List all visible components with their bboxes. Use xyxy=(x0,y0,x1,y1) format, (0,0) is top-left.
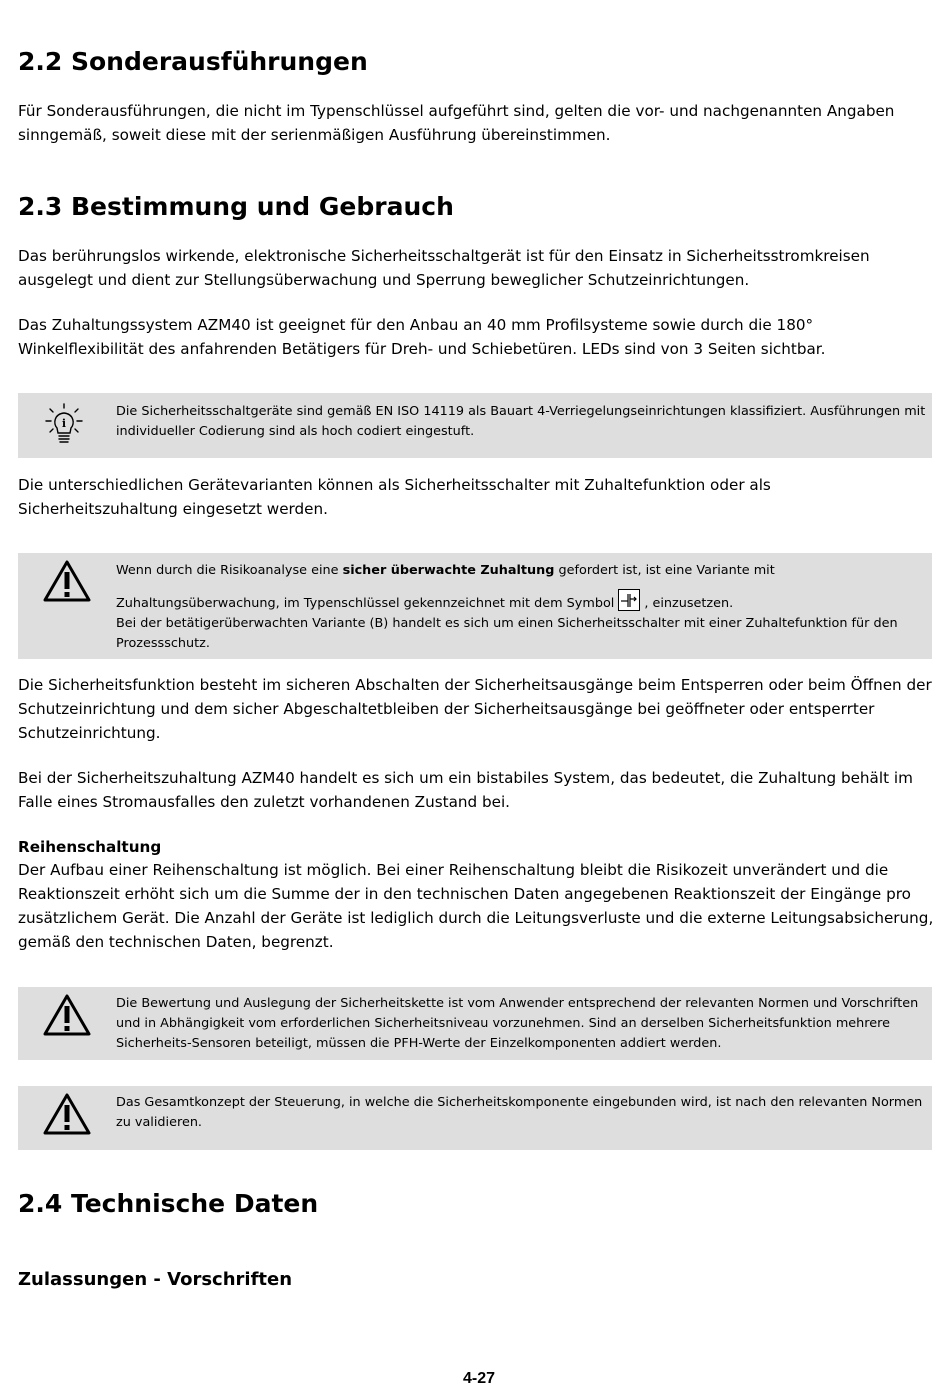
reihenschaltung-heading: Reihenschaltung xyxy=(18,838,162,856)
paragraph-bistabil: Bei der Sicherheitszuhaltung AZM40 handelt es sich um ein bistabiles System, das bedeutet, die Zuhaltung behält im Falle eines Stromausfalles den zuletzt vorhandenen Zustand bei. xyxy=(18,769,913,811)
paragraph-sonderausfuehrungen: Für Sonderausführungen, die nicht im Typenschlüssel aufgeführt sind, gelten die vor- und nachgenannten Angaben sinngemäß, soweit diese mit der serienmäßigen Ausführung übereinstimmen. xyxy=(18,102,895,144)
warning-box-bewertung xyxy=(18,987,932,1060)
warning-text-part: gefordert ist, ist eine Variante mit xyxy=(554,563,775,578)
page-number: 4-27 xyxy=(462,1370,496,1387)
heading-2-2: 2.2 Sonderausführungen xyxy=(18,47,368,76)
warning-text-part: , einzusetzen. xyxy=(644,596,734,611)
paragraph-reihenschaltung: Der Aufbau einer Reihenschaltung ist möglich. Bei einer Reihenschaltung bleibt die Risikozeit unverändert und die Reaktionszeit erhöht sich um die Summe der in den technischen Daten angegebenen Reaktionszeit der Eingänge pro zusätzlichem Gerät. Die Anzahl der Geräte ist lediglich durch die Leitungsverluste und die externe Leitungsabsicherung, gemäß den technischen Daten, begrenzt. xyxy=(18,861,934,951)
warning-text-part: Zuhaltungsüberwachung, im Typenschlüssel gekennzeichnet mit dem Symbol xyxy=(116,596,615,611)
warning-box-zuhaltung-text xyxy=(116,561,928,654)
zuhaltung-symbol-icon xyxy=(618,589,640,611)
info-box-text: Die Sicherheitsschaltgeräte sind gemäß EN ISO 14119 als Bauart 4-Verriegelungseinrichtungen klassifiziert. Ausführungen mit individueller Codierung sind als hoch codiert eingestuft. xyxy=(116,404,926,439)
warning-line-1 xyxy=(116,561,928,581)
subheading-zulassungen: Zulassungen - Vorschriften xyxy=(18,1269,293,1290)
warning-icon xyxy=(42,1092,92,1140)
warning-text-part: Wenn durch die Risikoanalyse eine xyxy=(116,563,343,578)
warning-line-3: Bei der betätigerüberwachten Variante (B) handelt es sich um einen Sicherheitsschalter mit einer Zuhaltefunktion für den Prozessschutz. xyxy=(116,616,898,651)
warning-icon xyxy=(42,993,92,1041)
lightbulb-info-icon xyxy=(44,403,84,449)
paragraph-bestimmung-1: Das berührungslos wirkende, elektronische Sicherheitsschaltgerät ist für den Einsatz in Sicherheitsstromkreisen ausgelegt und dient zur Stellungsüberwachung und Sperrung beweglicher Schutzeinrichtungen. xyxy=(18,247,870,289)
warning-box-gesamtkonzept-text: Das Gesamtkonzept der Steuerung, in welche die Sicherheitskomponente eingebunden wird, ist nach den relevanten Normen zu validieren. xyxy=(116,1095,923,1130)
warning-box-zuhaltung xyxy=(18,553,932,659)
warning-icon xyxy=(42,559,92,607)
info-box xyxy=(18,393,932,458)
paragraph-geraetevarianten: Die unterschiedlichen Gerätevarianten können als Sicherheitsschalter mit Zuhaltefunktion oder als Sicherheitszuhaltung eingesetzt werden. xyxy=(18,476,771,518)
warning-text-bold: sicher überwachte Zuhaltung xyxy=(342,563,555,578)
paragraph-sicherheitsfunktion: Die Sicherheitsfunktion besteht im sicheren Abschalten der Sicherheitsausgänge beim Entsperren oder beim Öffnen der Schutzeinrichtung und dem sicher Abgeschaltetbleiben der Sicherheitsausgänge bei geöffneter oder entsperrter Schutzeinrichtung. xyxy=(18,676,932,742)
heading-2-3: 2.3 Bestimmung und Gebrauch xyxy=(18,192,454,221)
warning-box-gesamtkonzept xyxy=(18,1086,932,1150)
warning-box-bewertung-text: Die Bewertung und Auslegung der Sicherheitskette ist vom Anwender entsprechend der relevanten Normen und Vorschriften und in Abhängigkeit vom erforderlichen Sicherheitsniveau vorzunehmen. Sind an derselben Sicherheitsfunktion mehrere Sicherheits-Sensoren beteiligt, müssen die PFH-Werte der Einzelkomponenten addiert werden. xyxy=(116,996,919,1051)
warning-line-2 xyxy=(116,589,928,614)
heading-2-4: 2.4 Technische Daten xyxy=(18,1189,319,1218)
paragraph-bestimmung-2: Das Zuhaltungssystem AZM40 ist geeignet für den Anbau an 40 mm Profilsysteme sowie durch die 180° Winkelflexibilität des anfahrenden Betätigers für Dreh- und Schiebetüren. LEDs sind von 3 Seiten sichtbar. xyxy=(18,316,826,358)
svg-text:i: i xyxy=(61,417,67,430)
